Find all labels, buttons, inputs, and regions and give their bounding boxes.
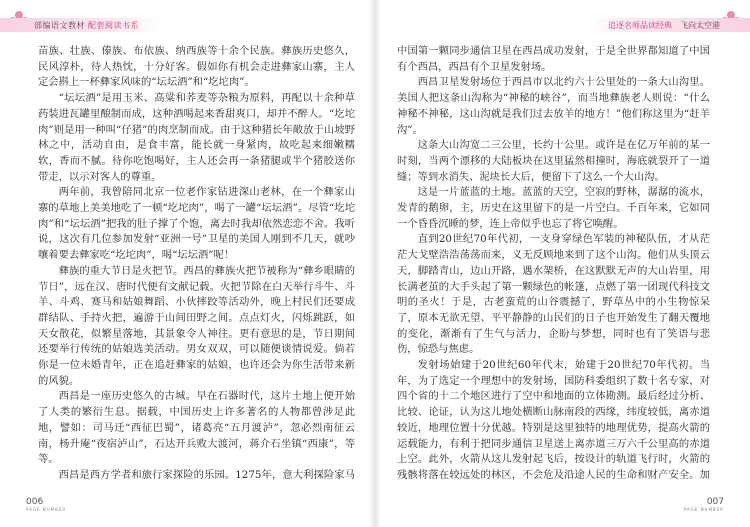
paragraph: 中国第一颗同步通信卫星在西昌成功发射，于是全世界都知道了中国有个西昌，西昌有个卫星发射场。 bbox=[397, 45, 710, 73]
header-series: 部编语文教材 bbox=[34, 20, 85, 30]
paragraph: 西昌卫星发射场位于西昌市以北约六十公里处的一条大山沟里。美国人把这条山沟称为“神秘的峡谷”，而当地彝族老人则说：“什么神秘不神秘，这山沟就是我们过去放羊的地方！”他们称这里为“赶羊沟”。 bbox=[397, 76, 710, 136]
paragraph: 这条大山沟宽二三公里，长约十公里。或许是在亿万年前的某一时刻，当两个漂移的大陆板块在这里猛然相撞时，海底就裂开了一道缝；等到水消失、泥块长大后，便留下了这么一个大山沟。 bbox=[397, 139, 710, 183]
page-number-label: PAGE NUMBER bbox=[26, 507, 67, 512]
paragraph: 苗族、壮族、傣族、布依族、纳西族等十余个民族。彝族历史悠久，民风淳朴，待人热忱，十分好客。假如你有机会走进彝家山寨，主人定会斟上一杯彝家风味的“坛坛酒”和“圪坨肉”。 bbox=[38, 45, 355, 89]
header-band bbox=[590, 18, 750, 32]
left-body-text bbox=[38, 44, 355, 483]
paragraph: 西昌是一座历史悠久的古城。早在石器时代，这片土地上便开始了人类的繁衍生息。据载，中国历史上许多著名的人物都曾涉足此地，譬如：司马迁“西征巴蜀”，诸葛亮“五月渡泸”，忽必烈南征云南，杨升庵“夜宿泸山”，石达开兵败大渡河，蒋介石坐镇“西康”，等等。 bbox=[38, 390, 355, 466]
right-footer bbox=[684, 497, 724, 513]
right-page bbox=[375, 0, 750, 527]
page-number: 006 bbox=[26, 497, 44, 507]
paragraph: 发射场始建于20世纪60年代末，始建于20世纪70年代初。当年，为了选定一个理想中的发射场，国防科委组织了数十名专家，对四个省的十二个地区进行了空中和地面的立体勘测。最后经过分析、比较、论证，认为这儿地处横断山脉南段的西缘，纬度较低，离赤道较近，地理位置十分优越。特别是这里独特的地理优势，提高火箭的运载能力，有利于把同步通信卫星送上离赤道三万六千公里高的赤道上空。此外，火箭从这儿发射起飞后，按设计的轨道飞行时，火箭的残骸将落在较远处的林区，不会危及沿途人民的生命和财产安全。加 bbox=[397, 359, 710, 481]
left-header bbox=[0, 14, 300, 36]
header-sub: 配套阅读书系 bbox=[88, 20, 140, 30]
right-header bbox=[490, 14, 750, 36]
paragraph: 两年前，我曾陪同北京一位老作家钻进深山老林，在一个彝家山寨的草地上美美地吃了一顿“圪坨肉”，喝了一罐“坛坛酒”。尽管“圪坨肉”和“坛坛酒”把我的肚子撑了个饱，离去时我却依然恋恋不舍。我听说，这次有几位参加发射“亚洲一号”卫星的美国人刚到不几天，就吵嚷着要去彝家吃“圪坨肉”，喝“坛坛酒”呢！ bbox=[38, 186, 355, 262]
paragraph: 这是一片蓝蓝的土地。蓝蓝的天空，空寂的野林，潺潺的流水，发青的鹅卵，主，历史在这里留下的是一片空白。千百年来，它如同一个昏昏沉睡的梦，连上帝似乎也忘了将它唤醒。 bbox=[397, 186, 710, 230]
book-gutter bbox=[369, 0, 381, 527]
right-body-text bbox=[397, 44, 710, 483]
paragraph: 彝族的重大节日是火把节。西昌的彝族火把节被称为“彝乡眼睛的节日”，远在汉、唐时代便有文献记载。火把节除在白天举行斗牛、斗羊、斗鸡、赛马和姑娘舞蹈、小伙摔跤等活动外，晚上村民们还要成群结队、手持火把，遍游于山间田野之间。点点灯火，闪烁跳跃，如天女散花，似繁星落地，其景象令人神往。更有意思的是，节日期间还要举行传统的姑娘选美活动。男女双双，可以随便谈情说爱。倘若你是一位未婚青年，正在追赶彝家的姑娘，也许还会为你生活带来新的风貌。 bbox=[38, 264, 355, 387]
header-title-a: 追逐名师品读经典 bbox=[608, 20, 672, 30]
page-number: 007 bbox=[706, 497, 724, 507]
paragraph: 西昌是西方学者和旅行家探险的乐园。1275年，意大利探险家马 bbox=[58, 468, 355, 481]
left-footer bbox=[26, 497, 66, 513]
header-band bbox=[0, 18, 159, 32]
page-number-label: PAGE NUMBER bbox=[683, 507, 724, 512]
paragraph: 直到20世纪70年代初，一支身穿绿色军装的神秘队伍，才从茫茫大戈壁浩浩荡荡而来，义无反顾地来到了这个山沟。他们从头顶云天，脚踏青山，边山开路，遇水架桥，在这默默无声的大山岩里，用长满老茧的大手头起了第一颗绿色的帐篷，点燃了第一团现代科技文明的圣火！于是，古老蛮荒的山谷震撼了，野草丛中的小生物惊呆了，原本无欲无望、平平静静的山民们的日子也开始发生了翻天覆地的变化，渐渐有了生气与活力，企盼与梦想，同时也有了笑语与悲伤，惊恐与焦虑。 bbox=[397, 233, 710, 356]
header-title-b: 飞向太空港 bbox=[680, 20, 720, 30]
paragraph: “坛坛酒”是用玉米、高粱和荞麦等杂粮为原料，再配以十余种草药装进瓦罐里酿制而成，这种酒喝起来香甜爽口，却并不醉人。“圪坨肉”则是用一种叫“仔猪”的肉烹制而成。由于这种猪长年敞放于山坡野林之中，活动自由，是食丰富，能长就一身紧肉，故吃起来细嫩糯软，香而不腻。待你吃饱喝好，主人还会再一条猪腿或半个猪胶送你带走，以示对客人的尊重。 bbox=[38, 92, 355, 183]
